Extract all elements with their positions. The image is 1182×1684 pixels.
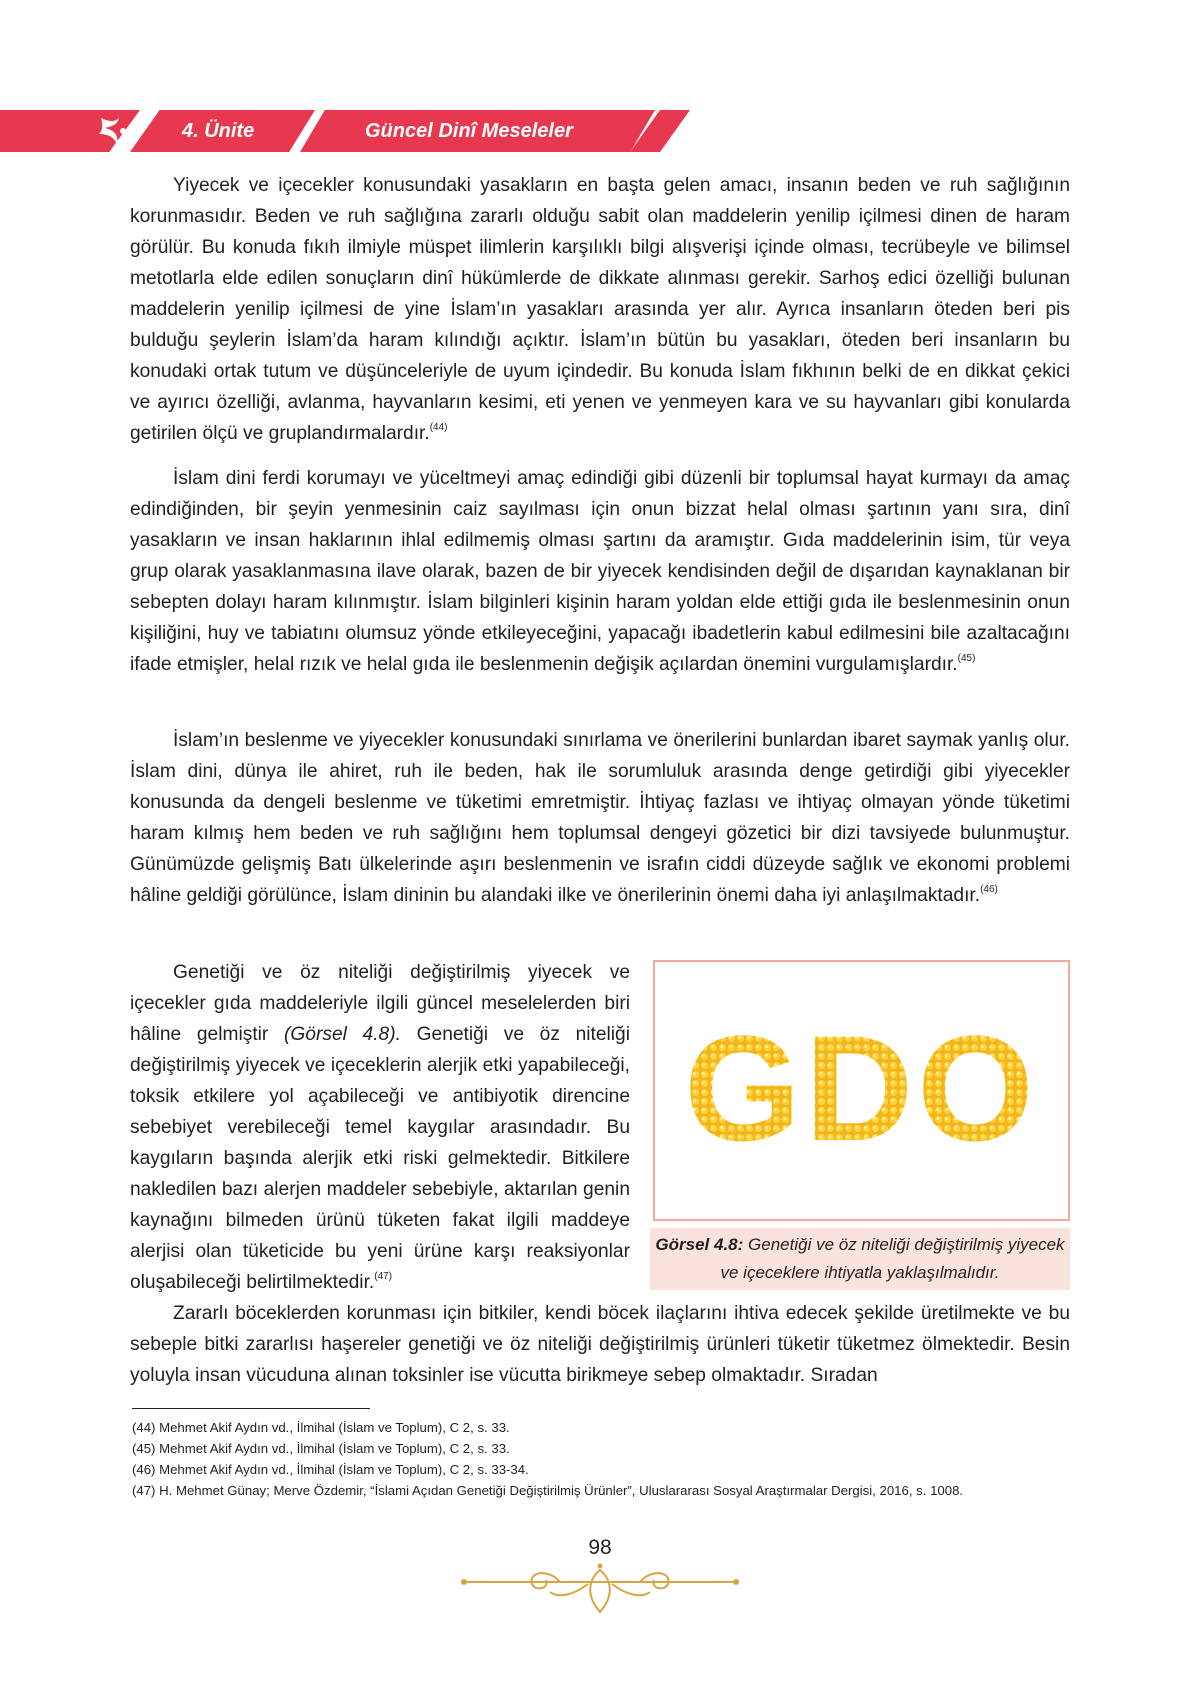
footnote-ref: (46) (980, 884, 998, 895)
paragraph-1 (130, 170, 1070, 449)
footnote: (45) Mehmet Akif Aydın vd., İlmihal (İslam ve Toplum), C 2, s. 33. (132, 1441, 510, 1456)
paragraph-text: Yiyecek ve içecekler konusundaki yasakların en başta gelen amacı, insanın beden ve ruh sağlığının korunmasıdır. Beden ve ruh sağlığına zararlı olduğu sabit olan maddelerin yenilip içilmesi dinen de haram görülür. Bu konuda fıkıh ilmiyle müspet ilimlerin karşılıklı bilgi alışverişi içinde olması, tecrübeyle ve bilimsel metotlarla elde edilen sonuçların dinî hükümlerde de dikkate alınması gerekir. Sarhoş edici özelliği bulunan maddelerin yenilip içilmesi de yine İslam’ın yasakları arasında yer alır. Ayrıca insanların öteden beri pis bulduğu şeylerin İslam’da haram kılındığı açıktır. İslam’ın bütün bu yasakları, öteden beri insanların bu konudaki ortak tutum ve düşünceleriyle de uyum içindedir. Bu konuda İslam fıkhının belki de en dikkat çekici ve ayırıcı özelliği, avlanma, hayvanların kesimi, eti yenen ve yenmeyen kara ve su hayvanları gibi konularda getirilen ölçü ve gruplandırmalardır. (130, 175, 1070, 444)
caption-text: Genetiği ve öz niteliği değiştirilmiş yiyecek ve içeceklere ihtiyatla yaklaşılmalıdır. (720, 1235, 1065, 1282)
paragraph-text: Genetiği ve öz niteliği değiştirilmiş yiyecek ve içeceklerin alerjik etki yapabileceği, toksik etkilere yol açabileceği ve antibiyotik direncine sebebiyet verebileceği temel kaygılar arasındadır. Bu kaygıların başında alerjik etki riski gelmektedir. Bitkilere nakledilen bazı alerjen maddeler sebebiyle, aktarılan genin kaynağını bilmeden ürünü tüketen fakat ilgili maddeye alerjisi olan tüketicide bu yeni ürüne karşı reaksiyonlar oluşabileceği belirtilmektedir. (130, 1024, 630, 1293)
caption-label: Görsel 4.8: (655, 1235, 744, 1254)
paragraph-4 (130, 957, 630, 1298)
gdo-corn-image (655, 962, 1068, 1219)
figure-frame (653, 960, 1070, 1221)
figure-caption (650, 1228, 1070, 1290)
decorative-flourish-icon (460, 1562, 740, 1622)
footnote-ref: (44) (429, 422, 448, 433)
ornament-icon (93, 114, 129, 148)
paragraph-text: Zararlı böceklerden korunması için bitkiler, kendi böcek ilaçlarını ihtiva edecek şekilde üretilmekte ve bu sebeple bitki zararlısı haşereler genetiği ve öz niteliği değiştirilmiş ürünleri tüketir tüketmez ölmektedir. Besin yoluyla insan vücuduna alınan toksinler ise vücutta birikmeye sebep olmaktadır. Sıradan (130, 1303, 1070, 1386)
paragraph-3 (130, 725, 1070, 911)
footnote: (47) H. Mehmet Günay; Merve Özdemir, “İslami Açıdan Genetiği Değiştirilmiş Ürünler”, Uluslararası Sosyal Araştırmalar Dergisi, 2016, s. 1008. (132, 1483, 964, 1498)
paragraph-2 (130, 463, 1070, 680)
paragraph-text: Genetiği ve öz niteliği değiştirilmiş yiyecek ve içecekler gıda maddeleriyle ilgili güncel meselelerden biri hâline gelmiştir (130, 962, 630, 1045)
footnote-ref: (45) (957, 653, 976, 664)
footnote: (44) Mehmet Akif Aydın vd., İlmihal (İslam ve Toplum), C 2, s. 33. (132, 1420, 510, 1435)
page-number: 98 (588, 1536, 612, 1559)
unit-label: 4. Ünite (182, 120, 255, 142)
section-title: Güncel Dinî Meseleler (365, 120, 573, 142)
paragraph-5 (130, 1298, 1070, 1391)
footnote-ref: (47) (374, 1271, 393, 1282)
gdo-word: GDO (684, 1004, 1038, 1172)
figure-reference: (Görsel 4.8). (283, 1024, 401, 1045)
paragraph-text: İslam’ın beslenme ve yiyecekler konusundaki sınırlama ve önerilerini bunlardan ibaret saymak yanlış olur. İslam dini, dünya ile ahiret, ruh ile beden, hak ile sorumluluk arasında denge getirdiği gibi yiyecekler konusunda da dengeli beslenme ve tüketimi emretmiştir. İhtiyaç fazlası ve ihtiyaç olmayan yönde tüketimi haram kılmış hem beden ve ruh sağlığını hem toplumsal dengeyi gözetici bir dizi tavsiyede bulunmuştur. Günümüzde gelişmiş Batı ülkelerinde aşırı beslenmenin ve israfın ciddi düzeyde sağlık ve ekonomi problemi hâline geldiği görülünce, İslam dininin bu alandaki ilke ve önerilerinin önemi daha iyi anlaşılmaktadır. (130, 730, 1070, 906)
footnote: (46) Mehmet Akif Aydın vd., İlmihal (İslam ve Toplum), C 2, s. 33-34. (132, 1462, 529, 1477)
footnote-divider (132, 1408, 370, 1409)
paragraph-text: İslam dini ferdi korumayı ve yüceltmeyi amaç edindiği gibi düzenli bir toplumsal hayat kurmayı da amaç edindiğinden, bir şeyin yenmesinin caiz sayılması için onun bizzat helal olması şartının yanı sıra, dinî yasakların ve insan haklarının ihlal edilmemiş olması şartını da aramıştır. Gıda maddelerinin isim, tür veya grup olarak yasaklanmasına ilave olarak, bazen de bir yiyecek kendisinden değil de dışarıdan kaynaklanan bir sebepten dolayı haram kılınmıştır. İslam bilginleri kişinin haram yoldan elde ettiği gıda ile beslenmesinin onun kişiliğini, huy ve tabiatını olumsuz yönde etkileyeceğini, yapacağı ibadetlerin kabul edilmesini bile azaltacağını ifade etmişler, helal rızık ve helal gıda ile beslenmenin değişik açılardan önemini vurgulamışlardır. (130, 468, 1070, 675)
